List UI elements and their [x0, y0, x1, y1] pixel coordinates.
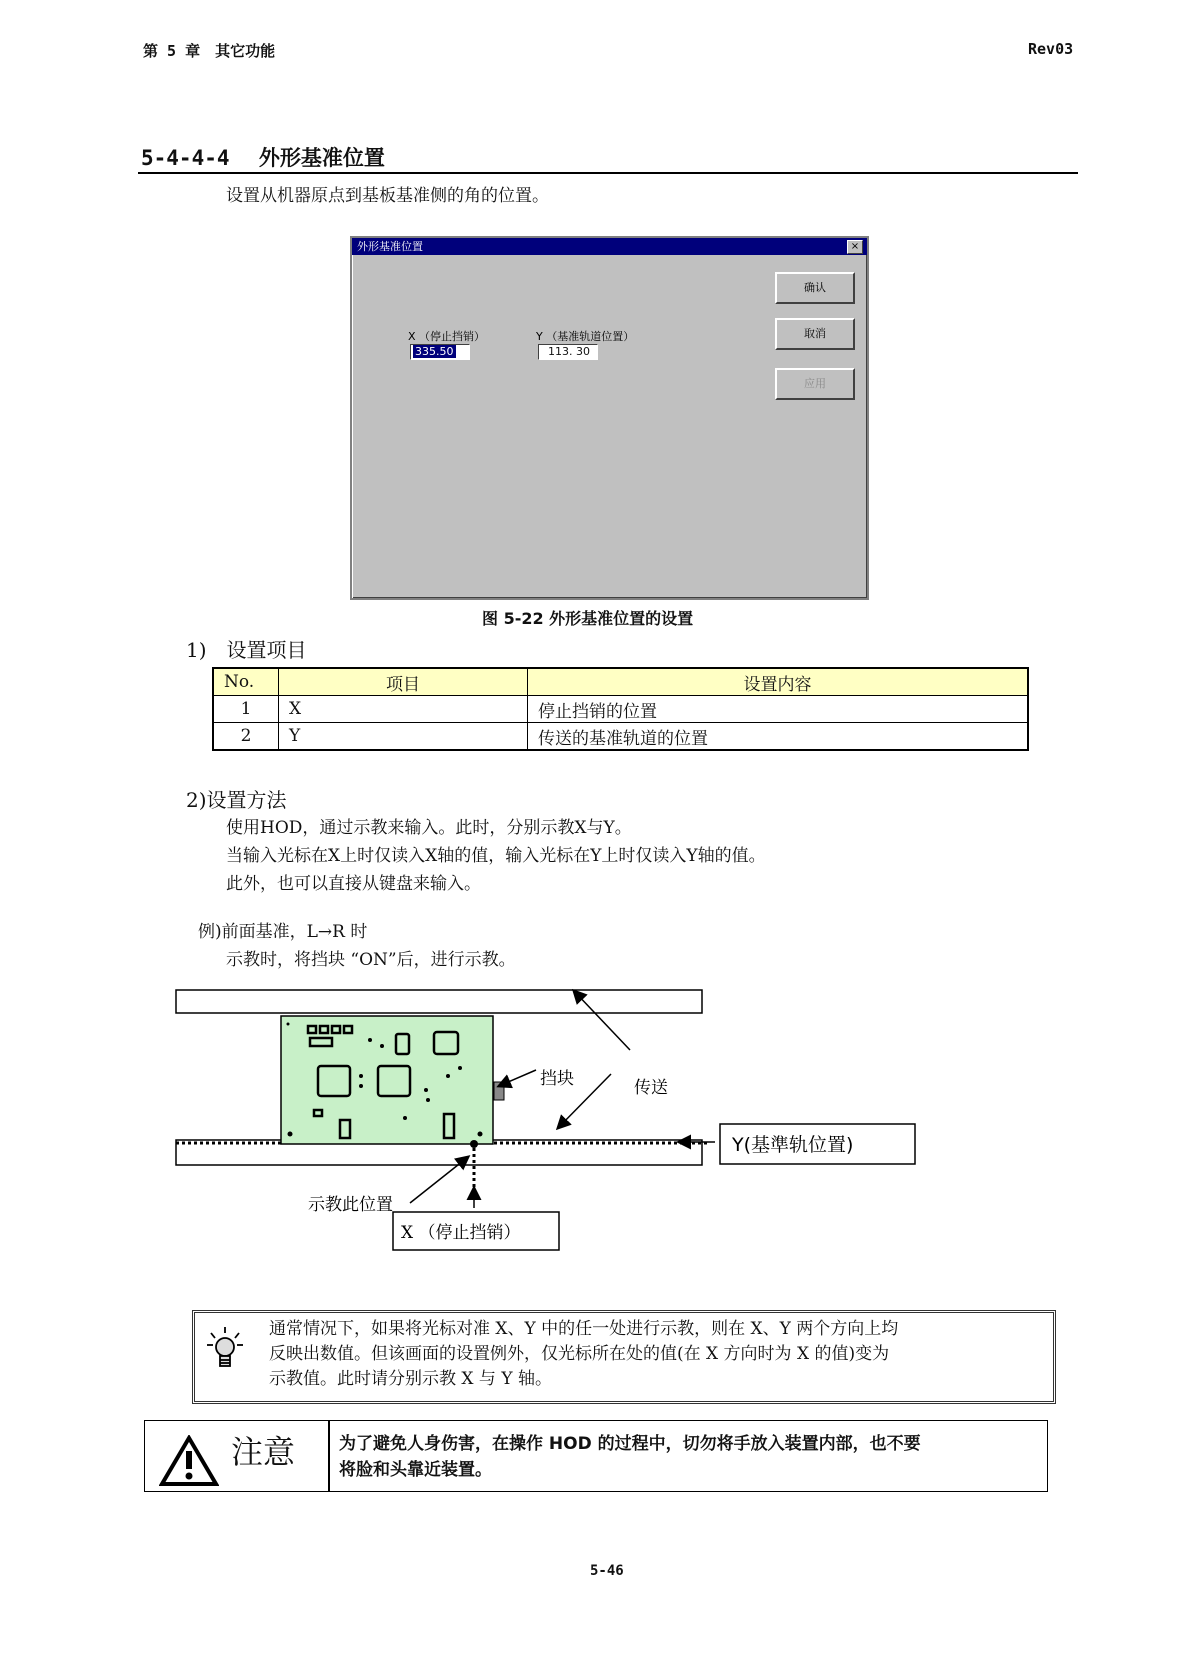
section-number: 5-4-4-4	[141, 146, 230, 170]
row-item: Y	[279, 723, 528, 751]
table-row	[213, 696, 1028, 723]
pcb-board	[281, 1016, 493, 1144]
caution-line: 为了避免人身伤害，在操作 HOD 的过程中，切勿将手放入装置内部，也不要	[339, 1434, 921, 1454]
row-content: 传送的基准轨道的位置	[528, 723, 1029, 751]
caution-text	[339, 1431, 921, 1483]
row-no: 1	[213, 696, 279, 723]
tip-line: 通常情况下，如果将光标对准 X、Y 中的任一处进行示教，则在 X、Y 两个方向上均	[269, 1319, 899, 1339]
title-rule	[138, 172, 1078, 174]
y-label: Y （基准轨道位置）	[536, 330, 635, 343]
col-no: No.	[213, 668, 279, 696]
dialog-window	[350, 236, 869, 600]
x-stop-label: X （停止挡销）	[401, 1223, 521, 1243]
warning-icon	[159, 1435, 219, 1487]
revision-label: Rev03	[1028, 40, 1074, 58]
page-number: 5-46	[590, 1563, 624, 1579]
col-content: 设置内容	[528, 668, 1029, 696]
upper-rail	[176, 990, 702, 1013]
tip-text	[269, 1317, 898, 1392]
section-title: 外形基准位置	[258, 146, 385, 170]
example-line-2: 示教时，将挡块 “ON”后，进行示教。	[226, 950, 516, 970]
teach-point	[470, 1140, 478, 1148]
chapter-header: 第 5 章 其它功能	[143, 42, 276, 60]
caution-label: 注意	[231, 1433, 296, 1471]
row-no: 2	[213, 723, 279, 751]
x-value: 335.50	[415, 345, 454, 358]
apply-button[interactable]: 应用	[775, 368, 855, 400]
caution-box	[144, 1420, 1048, 1492]
ok-button[interactable]: 确认	[775, 272, 855, 304]
tip-line: 示教值。此时请分别示教 X 与 Y 轴。	[269, 1369, 552, 1389]
table-header-row	[213, 668, 1028, 696]
close-icon[interactable]: ×	[847, 240, 863, 254]
settings-table	[212, 667, 1029, 751]
row-item: X	[279, 696, 528, 723]
dialog-titlebar	[352, 238, 867, 255]
caution-divider	[328, 1421, 330, 1491]
col-item: 项目	[279, 668, 528, 696]
x-label: X （停止挡销）	[408, 330, 486, 343]
transport-label: 传送	[634, 1078, 668, 1098]
y-input[interactable]: 113. 30	[538, 344, 598, 360]
y-ref-label: Y(基準轨位置)	[732, 1134, 854, 1156]
table-row	[213, 723, 1028, 751]
method-line-2: 当输入光标在X上时仅读入X轴的值，输入光标在Y上时仅读入Y轴的值。	[226, 846, 766, 866]
row-content: 停止挡销的位置	[528, 696, 1029, 723]
method-line-1: 使用HOD，通过示教来输入。此时，分别示教X与Y。	[226, 818, 632, 838]
caution-line: 将脸和头靠近装置。	[339, 1460, 492, 1480]
items-heading: 1) 设置项目	[186, 638, 307, 662]
stopper-label: 挡块	[540, 1069, 574, 1089]
section-heading	[141, 142, 385, 172]
cancel-button[interactable]: 取消	[775, 318, 855, 350]
method-heading: 2)设置方法	[186, 788, 287, 812]
tip-line: 反映出数值。但该画面的设置例外，仅光标所在处的值(在 X 方向时为 X 的值)变为	[269, 1344, 890, 1364]
figure-caption: 图 5-22 外形基准位置的设置	[482, 609, 694, 628]
section-intro: 设置从机器原点到基板基准侧的角的位置。	[226, 186, 549, 206]
transport-diagram	[160, 980, 980, 1280]
teach-here-label: 示教此位置	[308, 1195, 393, 1215]
example-line-1: 例)前面基准，L→R 时	[198, 922, 368, 942]
lightbulb-icon	[205, 1325, 245, 1375]
x-input[interactable]	[410, 344, 470, 360]
method-line-3: 此外，也可以直接从键盘来输入。	[226, 874, 481, 894]
tip-box	[192, 1310, 1056, 1404]
dialog-title: 外形基准位置	[357, 240, 423, 253]
